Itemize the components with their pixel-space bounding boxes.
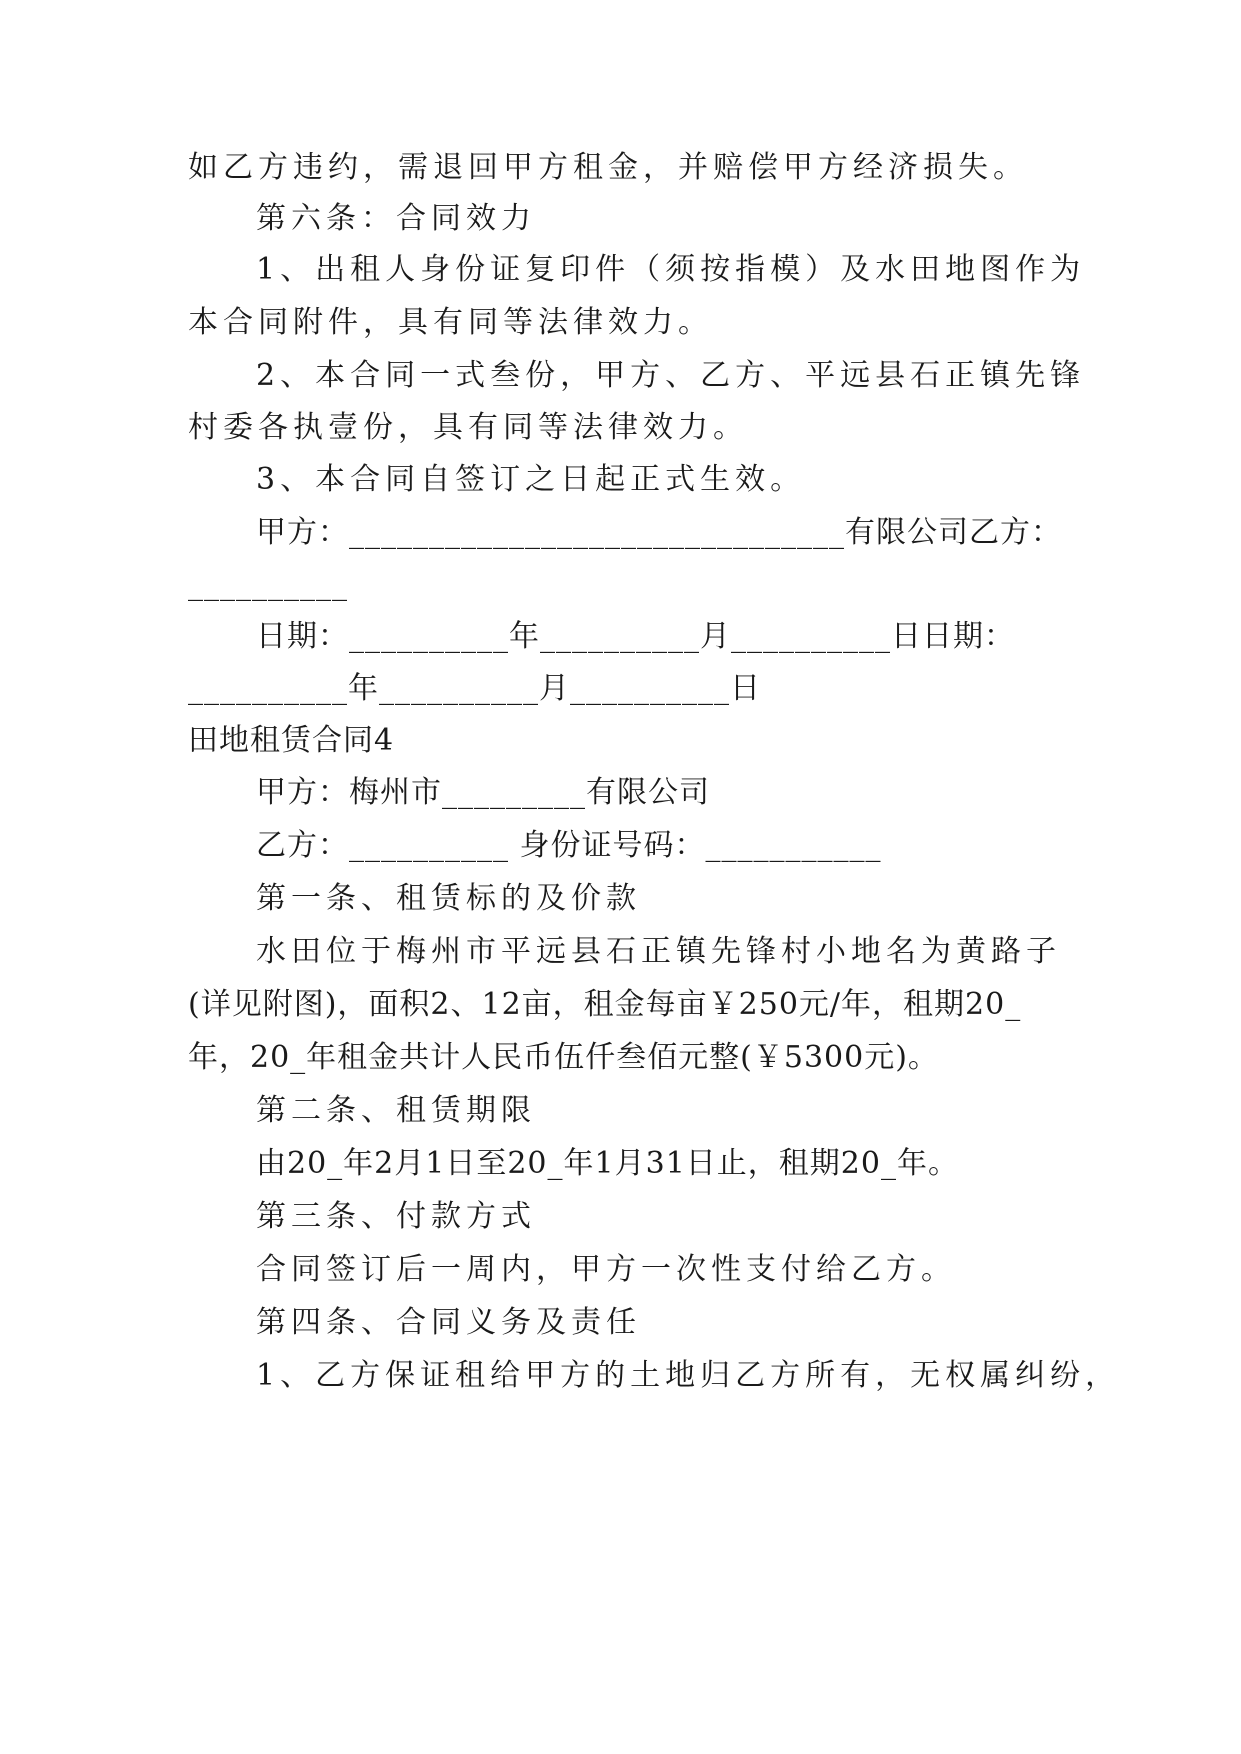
signature-blank: __________	[188, 567, 348, 602]
paragraph-line: (详见附图)，面积2、12亩，租金每亩￥250元/年，租期20_	[188, 987, 1022, 1022]
paragraph-line: 3、本合同自签订之日起正式生效。	[256, 462, 806, 497]
date-line: __________年__________月__________日	[188, 671, 761, 706]
date-line: 日期：__________年__________月__________日日期：	[256, 619, 1015, 654]
paragraph-line: 合同签订后一周内，甲方一次性支付给乙方。	[256, 1252, 956, 1287]
paragraph-line: 1、乙方保证租给甲方的土地归乙方所有，无权属纠纷，	[256, 1358, 1121, 1393]
paragraph-line: 水田位于梅州市平远县石正镇先锋村小地名为黄路子	[256, 934, 1061, 969]
signature-line: 甲方：_______________________________有限公司乙方：	[256, 515, 1062, 550]
paragraph-line: 2、本合同一式叁份，甲方、乙方、平远县石正镇先锋	[256, 358, 1086, 393]
section-heading: 第四条、合同义务及责任	[256, 1305, 641, 1340]
paragraph-line: 1、出租人身份证复印件（须按指模）及水田地图作为	[256, 252, 1086, 287]
paragraph-line: 如乙方违约，需退回甲方租金，并赔偿甲方经济损失。	[188, 150, 1028, 185]
paragraph-line: 本合同附件，具有同等法律效力。	[188, 305, 713, 340]
section-heading: 第一条、租赁标的及价款	[256, 881, 641, 916]
party-a-line: 甲方：梅州市_________有限公司	[256, 775, 710, 810]
paragraph-line: 由20_年2月1日至20_年1月31日止，租期20_年。	[256, 1146, 959, 1181]
section-heading: 第二条、租赁期限	[256, 1093, 536, 1128]
section-heading: 第三条、付款方式	[256, 1199, 536, 1234]
paragraph-line: 年，20_年租金共计人民币伍仟叁佰元整(￥5300元)。	[188, 1040, 939, 1075]
contract-title: 田地租赁合同4	[188, 723, 395, 758]
section-heading: 第六条：合同效力	[256, 201, 536, 236]
paragraph-line: 村委各执壹份，具有同等法律效力。	[188, 410, 748, 445]
party-b-line: 乙方：__________ 身份证号码：___________	[256, 828, 882, 863]
